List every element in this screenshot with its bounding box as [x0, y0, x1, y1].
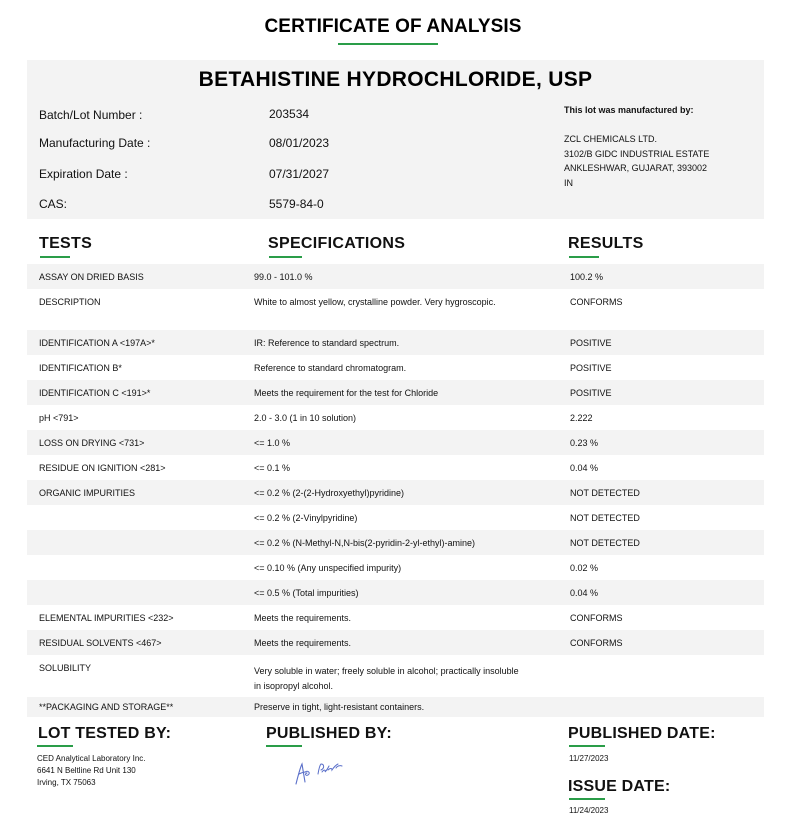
lab-address-line: 6641 N Beltline Rd Unit 130	[37, 766, 136, 775]
test-result: 0.04 %	[570, 588, 599, 598]
lot-tested-by-heading: LOT TESTED BY:	[38, 725, 172, 742]
batch-lot-label: Batch/Lot Number :	[39, 108, 143, 122]
test-specification: <= 0.10 % (Any unspecified impurity)	[254, 563, 402, 573]
table-row	[27, 330, 764, 355]
test-result: CONFORMS	[570, 613, 623, 623]
test-result: POSITIVE	[570, 338, 612, 348]
lot-tested-by-underline	[37, 745, 73, 747]
table-row	[27, 355, 764, 380]
issue-date-heading: ISSUE DATE:	[568, 778, 671, 795]
manufacturing-date-value: 08/01/2023	[269, 136, 330, 150]
test-specification: White to almost yellow, crystalline powder. Very hygroscopic.	[254, 297, 496, 307]
issue-date-value: 11/24/2023	[569, 806, 609, 815]
test-name: DESCRIPTION	[39, 297, 101, 307]
test-name: IDENTIFICATION A <197A>*	[39, 338, 155, 348]
test-specification: 2.0 - 3.0 (1 in 10 solution)	[254, 413, 357, 423]
published-date-value: 11/27/2023	[569, 754, 609, 763]
manufacturer-title: This lot was manufactured by:	[564, 105, 694, 115]
results-header-underline	[569, 256, 599, 258]
test-result: POSITIVE	[570, 363, 612, 373]
manufacturer-line: ANKLESHWAR, GUJARAT, 393002	[564, 163, 708, 173]
results-table	[27, 264, 764, 717]
results-column-header: RESULTS	[568, 235, 644, 252]
lot-tested-by-address	[37, 753, 146, 789]
test-name: IDENTIFICATION C <191>*	[39, 388, 151, 398]
expiration-date-value: 07/31/2027	[269, 167, 330, 181]
specifications-column-header: SPECIFICATIONS	[268, 235, 406, 252]
test-name: RESIDUE ON IGNITION <281>	[39, 463, 166, 473]
test-specification: <= 0.2 % (2-(2-Hydroxyethyl)pyridine)	[254, 488, 405, 498]
published-by-underline	[266, 745, 302, 747]
test-result: 0.02 %	[570, 563, 599, 573]
tests-column-header: TESTS	[39, 235, 93, 252]
test-name: pH <791>	[39, 413, 79, 423]
product-header-block	[27, 60, 764, 219]
test-result: 100.2 %	[570, 272, 604, 282]
test-name: LOSS ON DRYING <731>	[39, 438, 145, 448]
table-row	[27, 405, 764, 430]
test-name: **PACKAGING AND STORAGE**	[39, 702, 174, 712]
title-underline-divider	[338, 43, 438, 45]
test-specification: <= 0.1 %	[254, 463, 291, 473]
manufacturer-line: IN	[564, 177, 573, 188]
published-by-heading: PUBLISHED BY:	[266, 725, 392, 742]
table-row	[27, 555, 764, 580]
table-row	[27, 264, 764, 289]
test-specification: Preserve in tight, light-resistant containers.	[254, 702, 425, 712]
table-row	[27, 697, 764, 717]
test-result: 0.04 %	[570, 463, 599, 473]
test-specification: Meets the requirement for the test for Chloride	[254, 388, 439, 398]
test-specification: Reference to standard chromatogram.	[254, 363, 407, 373]
test-name: ELEMENTAL IMPURITIES <232>	[39, 613, 174, 623]
table-row	[27, 455, 764, 480]
test-specification: Meets the requirements.	[254, 638, 352, 648]
test-result: CONFORMS	[570, 638, 623, 648]
test-result: NOT DETECTED	[570, 513, 640, 523]
batch-lot-value: 203534	[269, 107, 310, 121]
cas-label: CAS:	[39, 197, 68, 211]
table-row	[27, 530, 764, 555]
test-specification: <= 0.2 % (N-Methyl-N,N-bis(2-pyridin-2-yl-ethyl)-amine)	[254, 538, 476, 548]
test-result: 2.222	[570, 413, 593, 423]
table-row	[27, 580, 764, 605]
table-row	[27, 480, 764, 505]
handwritten-signature-icon	[292, 758, 352, 788]
table-row	[27, 605, 764, 630]
test-result: NOT DETECTED	[570, 538, 640, 548]
product-name: BETAHISTINE HYDROCHLORIDE, USP	[198, 68, 593, 91]
table-row	[27, 380, 764, 405]
test-name: RESIDUAL SOLVENTS <467>	[39, 638, 162, 648]
manufacturer-line: 3102/B GIDC INDUSTRIAL ESTATE	[564, 148, 710, 159]
table-row	[27, 430, 764, 455]
table-row	[27, 655, 764, 697]
document-title: CERTIFICATE OF ANALYSIS	[264, 16, 522, 37]
lab-name: CED Analytical Laboratory Inc.	[37, 754, 146, 763]
issue-date-underline	[569, 798, 605, 800]
signature-image	[292, 758, 352, 788]
test-result: NOT DETECTED	[570, 488, 640, 498]
test-name: IDENTIFICATION B*	[39, 363, 122, 373]
tests-header-underline	[40, 256, 70, 258]
specifications-header-underline	[269, 256, 302, 258]
expiration-date-label: Expiration Date :	[39, 167, 128, 181]
test-name: SOLUBILITY	[39, 663, 92, 673]
cas-value: 5579-84-0	[269, 197, 324, 211]
test-specification: Very soluble in water; freely soluble in alcohol; practically insoluble in isopropyl alcohol.	[254, 666, 519, 691]
test-result: POSITIVE	[570, 388, 612, 398]
published-date-heading: PUBLISHED DATE:	[568, 725, 716, 742]
manufacturer-line: ZCL CHEMICALS LTD.	[564, 134, 658, 144]
lab-city-line: Irving, TX 75063	[37, 778, 96, 787]
table-row	[27, 630, 764, 655]
test-name: ASSAY ON DRIED BASIS	[39, 272, 144, 282]
table-row	[27, 505, 764, 530]
test-specification: 99.0 - 101.0 %	[254, 272, 313, 282]
test-specification: Meets the requirements.	[254, 613, 352, 623]
test-specification: IR: Reference to standard spectrum.	[254, 338, 400, 348]
published-date-underline	[569, 745, 605, 747]
test-specification: <= 0.2 % (2-Vinylpyridine)	[254, 513, 358, 523]
table-row	[27, 289, 764, 330]
test-name: ORGANIC IMPURITIES	[39, 488, 136, 498]
test-result: 0.23 %	[570, 438, 599, 448]
manufacturer-address	[564, 132, 709, 190]
test-result: CONFORMS	[570, 297, 623, 307]
manufacturing-date-label: Manufacturing Date :	[39, 136, 151, 150]
test-specification: <= 1.0 %	[254, 438, 291, 448]
test-specification: <= 0.5 % (Total impurities)	[254, 588, 359, 598]
